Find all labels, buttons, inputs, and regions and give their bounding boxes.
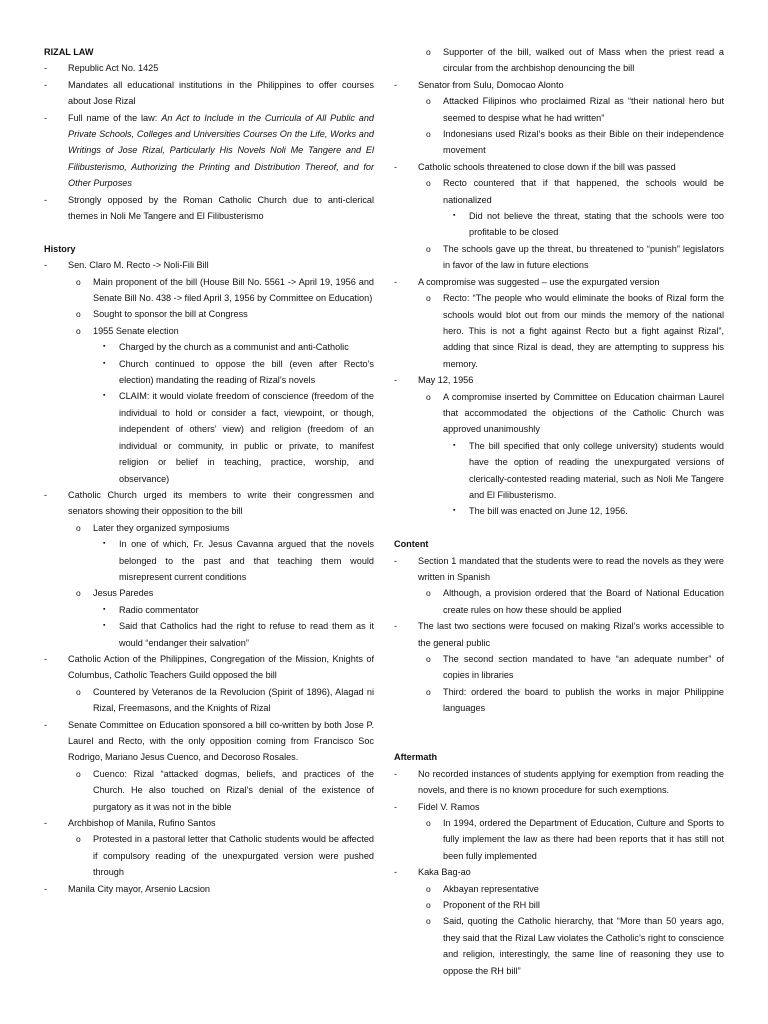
bullet-text: Strongly opposed by the Roman Catholic Church due to anti-clerical themes in Noli Me Tangere and El Filibusterismo (68, 194, 374, 222)
bullet-marker: ▪ (103, 540, 106, 548)
bullet-text: Full name of the law: (68, 112, 158, 123)
bullet-item-level-0 (44, 257, 374, 273)
bullet-marker: ▪ (103, 622, 106, 630)
bullet-marker: - (394, 621, 398, 632)
bullet-item-level-1 (394, 44, 724, 77)
bullet-marker: - (394, 801, 398, 812)
bullet-item-level-0 (44, 815, 374, 831)
bullet-item-level-1 (44, 306, 374, 322)
bullet-text: Senate Committee on Education sponsored a bill co-written by both Jose P. Laurel and Recto, with the only opposition coming from Francisco Soc Rodrigo, Mariano Jesus Cuenco, and Decoroso Rosales. (68, 719, 374, 763)
bullet-text: Catholic Church urged its members to write their congressmen and senators showing their opposition to the bill (68, 489, 374, 517)
left-column (44, 44, 374, 897)
bullet-item-level-2 (394, 438, 724, 504)
bullet-text: Catholic Action of the Philippines, Congregation of the Mission, Knights of Columbus, Catholic Teachers Guild opposed the bill (68, 653, 374, 681)
bullet-marker: - (44, 883, 48, 894)
section-heading: Aftermath (394, 752, 438, 763)
bullet-text: Proponent of the RH bill (443, 900, 540, 911)
bullet-item-level-1 (44, 323, 374, 339)
bullet-item-level-2 (44, 602, 374, 618)
bullet-marker: ▪ (453, 507, 456, 515)
bullet-marker: - (44, 63, 48, 74)
bullet-text: In 1994, ordered the Department of Education, Culture and Sports to fully implement the law as there had been reports that it has still not been fully implemented (443, 818, 724, 861)
bullet-text: Said, quoting the Catholic hierarchy, that “More than 50 years ago, they said that the Rizal Law violates the Catholic’s right to conscience and religion, interestingly, the same line of reasoning they use to oppose the RH bill” (443, 916, 724, 976)
bullet-text: Recto: “The people who would eliminate the books of Rizal form the schools would blot out from our minds the memory of the national hero. This is not a fight against Recto but a fight against Rizal”, adding that since Rizal is dead, they are attempting to suppress his memory. (443, 293, 724, 369)
bullet-item-level-0 (44, 487, 374, 520)
bullet-item-level-0 (394, 864, 724, 880)
bullet-marker: o (426, 47, 431, 57)
bullet-marker: - (394, 276, 398, 287)
bullet-item-level-2 (44, 618, 374, 651)
bullet-marker: o (426, 96, 431, 107)
bullet-text: No recorded instances of students applying for exemption from reading the novels, and there is no known procedure for such exemptions. (418, 768, 724, 796)
bullet-item-level-0 (394, 553, 724, 586)
bullet-text: Sen. Claro M. Recto -> Noli-Fili Bill (68, 260, 209, 271)
bullet-marker: o (426, 178, 431, 189)
bullet-marker: o (426, 916, 431, 927)
bullet-item-level-0 (44, 77, 374, 110)
bullet-text: Radio commentator (119, 604, 199, 615)
bullet-text: Archbishop of Manila, Rufino Santos (68, 818, 216, 829)
bullet-marker: ▪ (103, 359, 106, 367)
bullet-marker: - (44, 818, 48, 829)
bullet-text: Indonesians used Rizal’s books as their Bible on their independence movement (443, 129, 724, 156)
bullet-item-level-0 (44, 110, 374, 192)
bullet-item-level-0 (394, 766, 724, 799)
bullet-text: Recto countered that if that happened, the schools would be nationalized (443, 178, 724, 205)
bullet-item-level-1 (394, 585, 724, 618)
bullet-marker: o (426, 818, 431, 829)
bullet-text: May 12, 1956 (418, 375, 474, 386)
bullet-text: The second section mandated to have “an adequate number” of copies in libraries (443, 654, 724, 681)
bullet-text: A compromise inserted by Committee on Education chairman Laurel that accommodated the objections of the Catholic Church was approved unanimoushly (443, 391, 724, 435)
spacer (44, 224, 374, 240)
bullet-item-level-1 (44, 766, 374, 815)
bullet-item-level-1 (394, 126, 724, 159)
spacer (394, 520, 724, 536)
bullet-item-level-0 (394, 274, 724, 290)
bullet-marker: - (394, 161, 398, 172)
bullet-marker: ▪ (103, 343, 106, 351)
bullet-text: Countered by Veteranos de la Revolucion (Spirit of 1896), Alagad ni Rizal, Freemasons, and the Knights of Rizal (93, 686, 374, 714)
bullet-marker: o (76, 768, 81, 779)
section-heading: RIZAL LAW (44, 47, 94, 57)
bullet-marker: ▪ (453, 441, 456, 449)
bullet-marker: o (426, 686, 431, 697)
bullet-item-level-0 (394, 77, 724, 93)
bullet-text: Third: ordered the board to publish the works in major Philippine languages (443, 686, 724, 714)
bullet-item-level-0 (44, 881, 374, 897)
bullet-text: Manila City mayor, Arsenio Lacsion (68, 883, 211, 894)
bullet-item-level-1 (394, 651, 724, 684)
bullet-item-level-2 (44, 388, 374, 486)
bullet-text: Senator from Sulu, Domocao Alonto (418, 79, 564, 90)
bullet-marker: ▪ (453, 212, 456, 220)
bullet-marker: o (426, 654, 431, 664)
bullet-marker: - (44, 79, 48, 90)
bullet-marker: o (426, 588, 431, 599)
bullet-item-level-0 (394, 372, 724, 388)
bullet-item-level-2 (44, 536, 374, 585)
bullet-item-level-2 (394, 503, 724, 519)
bullet-text: Akbayan representative (443, 883, 539, 894)
bullet-marker: o (76, 834, 81, 845)
bullet-marker: - (394, 867, 398, 878)
bullet-item-level-1 (394, 389, 724, 438)
bullet-text: Main proponent of the bill (House Bill No. 5561 -> April 19, 1956 and Senate Bill No. 438 -> filed April 3, 1956 by Committee on Education) (93, 276, 374, 304)
bullet-item-level-1 (394, 881, 724, 897)
bullet-item-level-2 (44, 339, 374, 355)
bullet-marker: o (76, 325, 81, 336)
bullet-text: The bill specified that only college university) students would have the option of reading the unexpurgated versions of clerically-contested reading material, such as Noli Me Tangere and El Filibusterismo. (469, 440, 724, 500)
bullet-item-level-1 (44, 585, 374, 601)
bullet-text: Although, a provision ordered that the Board of National Education create rules on how these should be applied (443, 588, 724, 615)
bullet-text: The schools gave up the threat, bu threatened to “punish” legislators in favor of the law in future elections (443, 243, 724, 271)
bullet-item-level-2 (44, 356, 374, 389)
bullet-text: 1955 Senate election (93, 325, 179, 336)
section-heading: Content (394, 539, 429, 550)
bullet-item-level-1 (394, 815, 724, 864)
bullet-item-level-1 (44, 274, 374, 307)
bullet-text: CLAIM: it would violate freedom of conscience (freedom of the individual to hold or consider a fact, viewpoint, or though, independent of others’ view) and religion (freedom of an individual or community, in public or private, to manifest religion or belief in teaching, practice, worship, and observance) (119, 391, 374, 484)
bullet-marker: o (426, 129, 431, 140)
bullet-marker: o (76, 309, 81, 320)
bullet-marker: - (44, 653, 48, 664)
bullet-marker: o (426, 900, 431, 911)
bullet-item-level-1 (394, 93, 724, 126)
section-heading: History (44, 243, 76, 254)
bullet-marker: - (44, 260, 48, 271)
bullet-text: Cuenco: Rizal “attacked dogmas, beliefs, and practices of the Church. He also touched on Rizal’s denial of the existence of purgatory as it was not in the bible (93, 768, 374, 812)
bullet-item-level-1 (44, 831, 374, 880)
bullet-marker: o (76, 522, 81, 533)
bullet-text: The bill was enacted on June 12, 1956. (469, 506, 628, 517)
bullet-text: Did not believe the threat, stating that the schools were too profitable to be closed (469, 211, 724, 238)
bullet-text: The last two sections were focused on making Rizal’s works accessible to the general public (418, 621, 724, 648)
bullet-item-level-0 (44, 651, 374, 684)
law-title-italic: An Act to Include in the Curricula of All Public and Private Schools, Colleges and Universities Courses On the Life, Works and Writings of Jose Rizal, Particularly His Novels Noli Me Tangere and El Filibusterismo, Authorizing the Printing and Distribution Thereof, and for Other Purposes (68, 112, 374, 189)
bullet-text: Protested in a pastoral letter that Catholic students would be affected if compulsory reading of the unexpurgated version were pushed through (93, 834, 374, 878)
bullet-text: Later they organized symposiums (93, 522, 230, 533)
bullet-item-level-1 (44, 520, 374, 536)
bullet-marker: - (44, 719, 48, 730)
bullet-item-level-0 (44, 192, 374, 225)
bullet-item-level-2 (394, 208, 724, 241)
bullet-text: Sought to sponsor the bill at Congress (93, 309, 248, 320)
bullet-item-level-1 (394, 913, 724, 979)
bullet-marker: o (76, 686, 81, 697)
bullet-item-level-1 (394, 684, 724, 717)
bullet-text: Mandates all educational institutions in the Philippines to offer courses about Jose Rizal (68, 79, 374, 107)
bullet-marker: - (394, 555, 398, 566)
bullet-marker: - (44, 489, 48, 500)
bullet-text: Charged by the church as a communist and anti-Catholic (119, 342, 349, 353)
bullet-text: Attacked Filipinos who proclaimed Rizal as “their national hero but seemed to despise what he had written” (443, 96, 724, 123)
bullet-item-level-0 (394, 159, 724, 175)
bullet-marker: - (394, 768, 398, 779)
bullet-marker: o (426, 883, 431, 894)
bullet-text: A compromise was suggested – use the expurgated version (418, 276, 660, 287)
spacer (394, 717, 724, 733)
bullet-text: Kaka Bag-ao (418, 867, 471, 878)
bullet-text: Jesus Paredes (93, 588, 154, 599)
bullet-marker: - (394, 79, 398, 90)
bullet-text: In one of which, Fr. Jesus Cavanna argued that the novels belonged to the past and that teaching them would misrepresent current conditions (119, 539, 374, 582)
bullet-marker: ▪ (103, 605, 106, 613)
bullet-text: Said that Catholics had the right to refuse to read them as it would “endanger their salvation” (119, 621, 374, 648)
bullet-marker: o (426, 293, 431, 304)
bullet-marker: ▪ (103, 392, 106, 400)
bullet-marker: o (426, 391, 431, 402)
bullet-marker: - (44, 194, 48, 205)
bullet-marker: o (76, 588, 81, 599)
bullet-text: Fidel V. Ramos (418, 801, 480, 812)
bullet-text: Catholic schools threatened to close down if the bill was passed (418, 161, 676, 172)
bullet-text: Republic Act No. 1425 (68, 63, 159, 74)
bullet-marker: o (426, 243, 431, 254)
bullet-item-level-0 (44, 717, 374, 766)
bullet-item-level-1 (44, 684, 374, 717)
bullet-text: Supporter of the bill, walked out of Mass when the priest read a circular from the archbishop denouncing the bill (443, 47, 724, 74)
bullet-item-level-0 (394, 799, 724, 815)
right-column (394, 44, 724, 979)
bullet-text: Section 1 mandated that the students were to read the novels as they were written in Spanish (418, 555, 724, 582)
bullet-marker: o (76, 276, 81, 287)
bullet-marker: - (394, 375, 398, 386)
bullet-marker: - (44, 112, 48, 123)
bullet-item-level-1 (394, 897, 724, 913)
bullet-item-level-1 (394, 241, 724, 274)
bullet-item-level-1 (394, 175, 724, 208)
spacer (394, 733, 724, 749)
bullet-text: Church continued to oppose the bill (even after Recto’s election) mandating the reading of Rizal’s novels (119, 358, 374, 386)
bullet-item-level-0 (44, 60, 374, 76)
bullet-item-level-1 (394, 290, 724, 372)
bullet-item-level-0 (394, 618, 724, 651)
